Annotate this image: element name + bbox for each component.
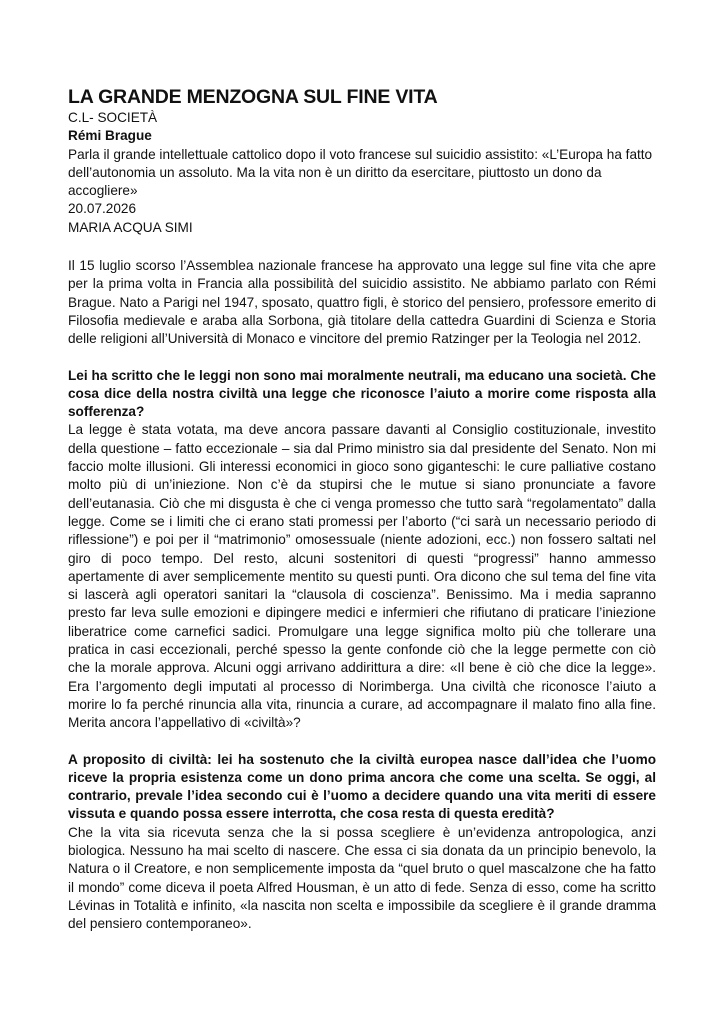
answer-1: La legge è stata votata, ma deve ancora passare davanti al Consiglio costituzionale, investito della questione – fatto eccezionale – sia dal Primo ministro sia dal presidente del Senato. Non mi faccio molte illusioni. Gli interessi economici in gioco sono giganteschi: le cure palliative costano molto più di un’iniezione. Non c’è da stupirsi che le mutue si siano pronunciate a favore dell’eutanasia. Ciò che mi disgusta è che ci venga promesso che tutto sarà “regolamentato” dalla legge. Come se i limiti che ci erano stati promessi per l’aborto (“ci sarà un necessario periodo di riflessione”) e poi per il “matrimonio” omosessuale (niente adozioni, ecc.) non fossero saltati nel giro di poco tempo. Del resto, alcuni sostenitori di questi “progressi” hanno ammesso apertamente di aver semplicemente mentito su questi punti. Ora dicono che sul tema del fine vita si lascerà agli operatori sanitari la “clausola di coscienza”. Benissimo. Ma i media sapranno presto far leva sulle emozioni e dipingere medici e infermieri che rifiutano di praticare l’iniezione liberatrice come carnefici sadici. Promulgare una legge significa molto più che tollerare una pratica in casi eccezionali, perché spesso la gente confonde ciò che la legge permette con ciò che la morale approva. Alcuni oggi arrivano addirittura a dire: «Il bene è ciò che dice la legge». Era l’argomento degli imputati al processo di Norimberga. Una civiltà che riconosce l’aiuto a morire lo fa perché rinuncia alla vita, rinuncia a curare, ad accompagnare il malato fino alla fine. Merita ancora l’appellativo di «civiltà»?	[68, 422, 656, 731]
article-section: C.L- SOCIETÀ	[68, 110, 158, 125]
spacer	[68, 349, 656, 367]
spacer	[68, 733, 656, 751]
intro-block	[68, 257, 656, 348]
question-2: A proposito di civiltà: lei ha sostenuto che la civiltà europea nasce dall’idea che l’uomo riceve la propria esistenza come un dono prima ancora che come una scelta. Se oggi, al contrario, prevale l’idea secondo cui è l’uomo a decidere quando una vita meriti di essere vissuta e quando possa essere interrotta, che cosa resta di questa eredità?	[68, 751, 656, 822]
question-1: Lei ha scritto che le leggi non sono mai moralmente neutrali, ma educano una società. Che cosa dice della nostra civiltà una legge che riconosce l’aiuto a morire come risposta alla sofferenza?	[68, 367, 656, 420]
interviewee-name: Rémi Brague	[68, 128, 152, 144]
intro-paragraph: Il 15 luglio scorso l’Assemblea nazionale francese ha approvato una legge sul fine vita che apre per la prima volta in Francia alla possibilità del suicidio assistito. Ne abbiamo parlato con Rémi Brague. Nato a Parigi nel 1947, sposato, quattro figli, è storico del pensiero, professore emerito di Filosofia medievale e araba alla Sorbona, già titolare della cattedra Guardini di Scienza e Storia delle religioni all’Università di Monaco e vincitore del premio Ratzinger per la Teologia nel 2012.	[68, 258, 656, 347]
article-subtitle: Parla il grande intellettuale cattolico dopo il voto francese sul suicidio assistito: «L’Europa ha fatto dell’autonomia un assoluto. Ma la vita non è un diritto da esercitare, piuttosto un dono da accogliere»	[68, 146, 653, 199]
article	[68, 86, 656, 933]
article-title: LA GRANDE MENZOGNA SUL FINE VITA	[68, 86, 438, 108]
article-date: 20.07.2026	[68, 201, 137, 217]
article-author: MARIA ACQUA SIMI	[68, 219, 193, 235]
answer-2: Che la vita sia ricevuta senza che la si possa scegliere è un’evidenza antropologica, anzi biologica. Nessuno ha mai scelto di nascere. Che essa ci sia donata da un principio benevolo, la Natura o il Creatore, e non semplicemente imposta da “quel bruto o quel mascalzone che ha fatto il mondo” come diceva il poeta Alfred Housman, è un atto di fede. Senza di esso, come ha scritto Lévinas in Totalità e infinito, «la nascita non scelta e impossibile da scegliere è il grande dramma del pensiero contemporaneo».	[68, 824, 656, 932]
